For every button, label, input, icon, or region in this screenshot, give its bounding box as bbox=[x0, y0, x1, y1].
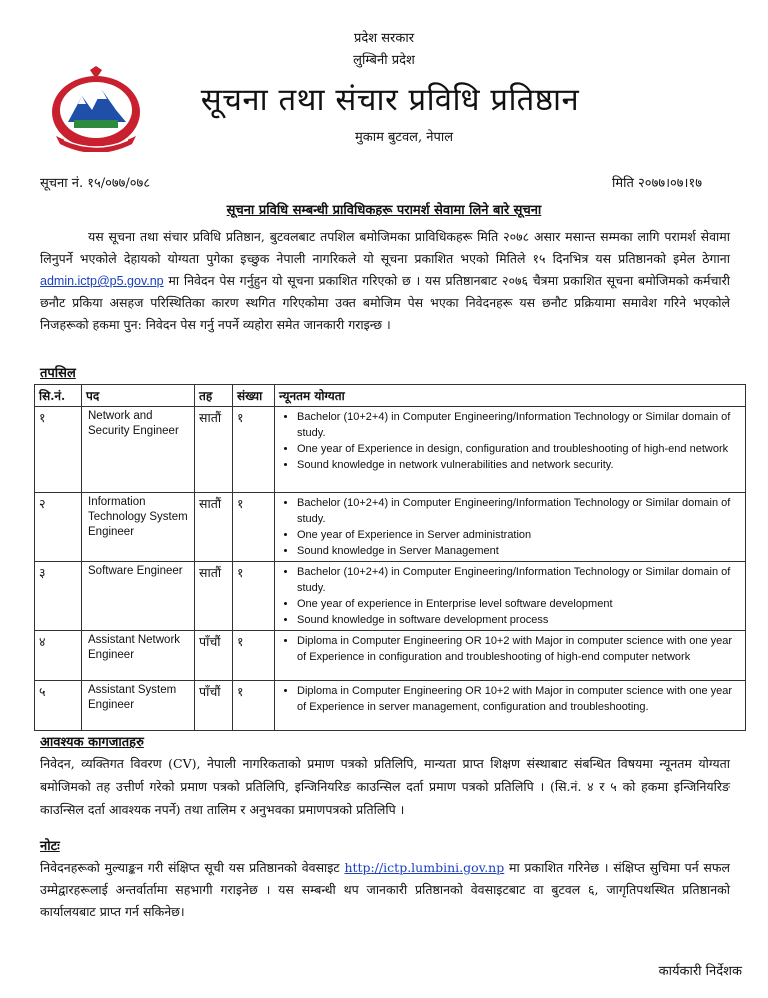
email-link[interactable]: admin.ictp@p5.gov.np bbox=[40, 274, 164, 288]
qualification-item: • Bachelor (10+2+4) in Computer Engineering/Information Technology or Similar domain of study. bbox=[297, 495, 741, 527]
row-qualifications bbox=[275, 681, 746, 731]
row-qualifications bbox=[275, 562, 746, 631]
column-header-count: संख्या bbox=[233, 385, 275, 407]
note-text-part2: मा प्रकाशित गरिनेछ । संक्षिप्त सुचिमा पर्न सफल उम्मेद्वारहरूलाई अन्तर्वार्तामा सहभागी गराइनेछ । यस सम्बन्धी थप जानकारी प्रतिष्ठानको वेवसाइटबाट वा बुटवल ६, जागृतिपथस्थित प्रतिष्ठानको कार्यालयबाट प्राप्त गर्न सकिनेछ। bbox=[40, 860, 730, 919]
province-label: लुम्बिनी प्रदेश bbox=[353, 53, 415, 68]
requirements-table bbox=[34, 384, 746, 731]
organization-location: मुकाम बुटवल, नेपाल bbox=[354, 130, 454, 145]
row-sn: १ bbox=[35, 407, 82, 493]
documents-heading: आवश्यक कागजातहरु bbox=[40, 735, 144, 750]
qualification-item: • Sound knowledge in network vulnerabilities and network security. bbox=[297, 457, 741, 473]
qualification-item: • One year of experience in Enterprise level software development bbox=[297, 596, 741, 612]
notice-date: मिति २०७७।०७।१७ bbox=[612, 176, 702, 191]
documents-text: निवेदन, व्यक्तिगत विवरण (CV), नेपाली नागरिकताको प्रमाण पत्रको प्रतिलिपि, मान्यता प्राप्त शिक्षण संस्थाबाट संबन्धित विषयमा न्यूनतम योग्यता बमोजिमको तह उत्तीर्ण गरेको प्रमाण पत्रको प्रतिलिपि, इन्जिनियरिङ काउन्सिल दर्ता प्रमाण पत्रको प्रतिलिपि । (सि.नं. ४ र ५ को हकमा इन्जिनियरिङ काउन्सिल दर्ता आवश्यक नपर्ने) तथा तालिम र अनुभवका प्रमाणपत्रको प्रतिलिपि । bbox=[40, 756, 730, 817]
column-header-level: तह bbox=[195, 385, 233, 407]
row-qualifications bbox=[275, 493, 746, 562]
column-header-sn: सि.नं. bbox=[35, 385, 82, 407]
row-level: सातौं bbox=[195, 493, 233, 562]
row-post: Assistant Network Engineer bbox=[82, 631, 195, 681]
row-post: Network and Security Engineer bbox=[82, 407, 195, 493]
note-text bbox=[40, 857, 730, 923]
qualification-item: • Diploma in Computer Engineering OR 10+2 with Major in computer science with one year of Experience in server management, configuration and troubleshooting. bbox=[297, 683, 741, 715]
note-text-part1: निवेदनहरूको मुल्याङ्कन गरी संक्षिप्त सूची यस प्रतिष्ठानको वेवसाइट bbox=[40, 860, 345, 875]
row-post: Software Engineer bbox=[82, 562, 195, 631]
organization-title: सूचना तथा संचार प्रविधि प्रतिष्ठान bbox=[200, 82, 580, 118]
row-post: Assistant System Engineer bbox=[82, 681, 195, 731]
qualification-item: • Sound knowledge in software development process bbox=[297, 612, 741, 628]
note-heading: नोटः bbox=[40, 839, 60, 854]
table-row bbox=[35, 631, 746, 681]
qualification-item: • Bachelor (10+2+4) in Computer Engineering/Information Technology or Similar domain of study. bbox=[297, 409, 741, 441]
qualification-item: • Diploma in Computer Engineering OR 10+2 with Major in computer science with one year of Experience in configuration and troubleshooting of high-end computer network bbox=[297, 633, 741, 665]
notice-subject bbox=[0, 200, 768, 218]
row-qualifications bbox=[275, 631, 746, 681]
body-text-part1: यस सूचना तथा संचार प्रविधि प्रतिष्ठान, बुटवलबाट तपशिल बमोजिमका प्राविधिकहरू मिति २०७८ असार मसान्त सम्मका लागि परामर्श सेवामा लिनुपर्ने भएकोले देहायको योग्यता पुगेका इच्छुक नेपाली नागरिकले यो सूचना प्रकाशित भएको मितिले १५ दिनभित्र यस प्रतिष्ठानको इमेल ठेगाना bbox=[40, 229, 730, 266]
row-sn: ५ bbox=[35, 681, 82, 731]
row-qualifications bbox=[275, 407, 746, 493]
qualification-item: • One year of Experience in Server administration bbox=[297, 527, 741, 543]
signatory: कार्यकारी निर्देशक bbox=[658, 964, 742, 979]
row-sn: ३ bbox=[35, 562, 82, 631]
qualification-item: • Sound knowledge in Server Management bbox=[297, 543, 741, 559]
row-level: सातौं bbox=[195, 562, 233, 631]
column-header-qualification: न्यूनतम योग्यता bbox=[275, 385, 746, 407]
column-header-post: पद bbox=[82, 385, 195, 407]
website-link[interactable]: http://ictp.lumbini.gov.np bbox=[344, 860, 505, 875]
government-label: प्रदेश सरकार bbox=[353, 31, 415, 46]
table-row bbox=[35, 493, 746, 562]
row-sn: २ bbox=[35, 493, 82, 562]
row-count: १ bbox=[233, 493, 275, 562]
table-row bbox=[35, 562, 746, 631]
table-caption: तपसिल bbox=[40, 366, 76, 381]
row-count: १ bbox=[233, 562, 275, 631]
row-level: पाँचौं bbox=[195, 681, 233, 731]
qualification-item: • Bachelor (10+2+4) in Computer Engineering/Information Technology or Similar domain of study. bbox=[297, 564, 741, 596]
row-count: १ bbox=[233, 681, 275, 731]
row-level: सातौं bbox=[195, 407, 233, 493]
qualification-item: • One year of Experience in design, configuration and troubleshooting of high-end network bbox=[297, 441, 741, 457]
table-row bbox=[35, 407, 746, 493]
notice-subject-text: सूचना प्रविधि सम्बन्धी प्राविधिकहरू परामर्श सेवामा लिने बारे सूचना bbox=[226, 203, 542, 218]
row-count: १ bbox=[233, 631, 275, 681]
reference-number: सूचना नं. १५/०७७/०७८ bbox=[40, 176, 151, 191]
table-row bbox=[35, 681, 746, 731]
notice-body bbox=[40, 226, 730, 336]
body-text-part2: मा निवेदन पेस गर्नुहुन यो सूचना प्रकाशित गरिएको छ । यस प्रतिष्ठानबाट २०७६ चैत्रमा प्रकाशित सूचना बमोजिमको कर्मचारी छनौट प्रकिया असहज परिस्थितिका कारण स्थगित गरिएकोमा उक्त बमोजिम पेस भएका निवेदनहरू यस छनौट प्रक्रियामा समावेश गरिने भएकोले निजहरूको हकमा पुन: निवेदन पेस गर्नु नपर्ने व्यहोरा समेत जानकारी गराइन्छ । bbox=[40, 273, 730, 332]
row-post: Information Technology System Engineer bbox=[82, 493, 195, 562]
table-header-row bbox=[35, 385, 746, 407]
row-level: पाँचौं bbox=[195, 631, 233, 681]
row-sn: ४ bbox=[35, 631, 82, 681]
row-count: १ bbox=[233, 407, 275, 493]
